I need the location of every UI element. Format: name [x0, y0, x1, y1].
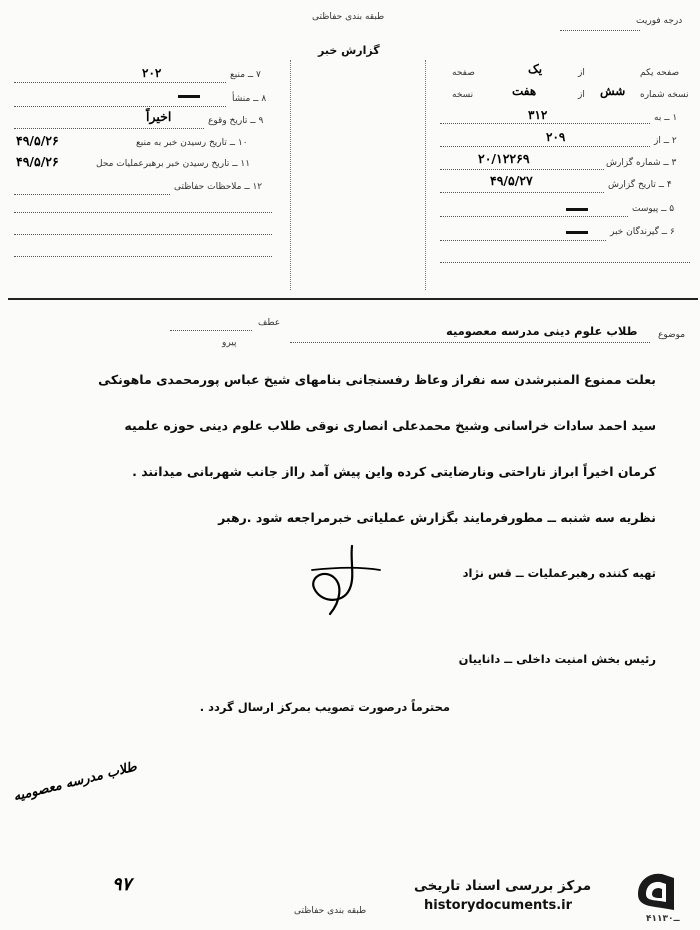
field-page-value: یک: [528, 62, 543, 76]
field-copy-total: هفت: [512, 84, 537, 98]
field-security-notes-label: ۱۲ ــ ملاحظات حفاظتی: [174, 182, 263, 192]
field-recipients-label: ۶ ــ گیرندگان خبر: [610, 227, 675, 237]
reference-atf-label: عطف: [258, 318, 281, 328]
field-report-date-value: ۴۹/۵/۲۷: [490, 173, 533, 188]
field-received-op-value: ۴۹/۵/۲۶: [16, 154, 59, 169]
section-divider: [8, 298, 698, 300]
closing-line: محترماً درصورت تصویب بمرکز ارسال گردد .: [199, 700, 450, 714]
field-line: [440, 169, 604, 170]
field-received-source-value: ۴۹/۵/۲۶: [16, 133, 59, 148]
field-occurrence-value: اخیراً: [146, 109, 172, 124]
field-to-value: ۳۱۲: [528, 108, 548, 122]
document-title: گزارش خبر: [318, 44, 380, 57]
priority-line: [560, 30, 640, 31]
form-code: ۴۱ــ۱۳۰: [646, 914, 680, 924]
field-report-number-label: ۳ ــ شماره گزارش: [606, 158, 677, 168]
field-recipients-dash: [566, 231, 588, 234]
field-received-source-label: ۱۰ ــ تاریخ رسیدن خبر به منبع: [136, 138, 248, 148]
field-attachment-dash: [566, 208, 588, 211]
field-line: [440, 262, 690, 263]
column-separator-right: [425, 60, 426, 290]
field-occurrence-label: ۹ ــ تاریخ وقوع: [208, 116, 264, 126]
field-line: [14, 194, 170, 195]
archive-logo-title: مرکز بررسی اسناد تاریخی: [414, 878, 592, 894]
field-line: [440, 240, 606, 241]
classification-bottom: طبقه بندی حفاظتی: [294, 906, 367, 916]
field-copy-value: شش: [600, 84, 626, 98]
column-separator-left: [290, 60, 291, 290]
signature-mark: [300, 540, 390, 620]
field-source-value: ۲۰۲: [142, 66, 162, 80]
field-page-label: صفحه یکم: [640, 68, 680, 78]
field-line: [440, 192, 604, 193]
body-line-3: کرمان اخیراً ابراز ناراحتی ونارضایتی کرده واین پیش آمد رااز جانب شهربانی میدانند .: [132, 464, 656, 479]
field-to-label: ۱ ــ به: [654, 113, 678, 123]
reference-atf-line: [170, 330, 252, 331]
field-line: [440, 216, 628, 217]
reference-peyro-label: پیرو: [222, 338, 237, 348]
priority-label: درجه فوریت: [636, 16, 683, 26]
field-line: [14, 82, 226, 83]
field-copy-label: نسخه شماره: [640, 90, 689, 100]
field-attachment-label: ۵ ــ پیوست: [632, 204, 675, 214]
field-report-date-label: ۴ ــ تاریخ گزارش: [608, 180, 672, 190]
chief-line: رئیس بخش امنیت داخلی ــ داناییان: [458, 652, 656, 666]
field-from-label: ۲ ــ از: [654, 136, 677, 146]
field-line: [14, 212, 272, 213]
subject-line: [290, 342, 650, 343]
field-report-number-value: ۲۰/۱۲۲۶۹: [478, 151, 530, 166]
field-line: [440, 146, 650, 147]
field-line: [14, 234, 272, 235]
field-received-op-label: ۱۱ ــ تاریخ رسیدن خبر برهبرعملیات محل: [96, 159, 251, 169]
field-origin-label: ۸ ــ منشأ: [232, 94, 267, 104]
archive-logo-url: historydocuments.ir: [424, 898, 573, 913]
field-copy-unit: نسخه: [452, 90, 474, 100]
body-line-2: سید احمد سادات خراسانی وشیخ محمدعلی انصاری نوقی طلاب علوم دینی حوزه علمیه: [124, 418, 656, 433]
field-page-of: از: [578, 68, 585, 78]
field-from-value: ۲۰۹: [546, 130, 566, 144]
archive-logo-icon: [632, 870, 680, 916]
subject-label: موضوع: [658, 330, 686, 340]
field-line: [440, 123, 650, 124]
field-origin-dash: [178, 95, 200, 98]
field-line: [14, 256, 272, 257]
page-number: ۹۷: [112, 874, 132, 895]
field-page-unit: صفحه: [452, 68, 475, 78]
body-line-4: نظریه سه شنبه ــ مطورفرمایند بگزارش عملیاتی خبرمراجعه شود .رهبر: [218, 510, 656, 525]
field-source-label: ۷ ــ منبع: [230, 70, 261, 80]
preparer-line: تهیه کننده رهبرعملیات ــ قس نژاد: [462, 566, 656, 580]
subject-value: طلاب علوم دینی مدرسه معصومیه: [446, 324, 638, 338]
field-copy-of: از: [578, 90, 585, 100]
margin-note: طلاب مدرسه معصومیه: [12, 759, 139, 805]
classification-top: طبقه بندی حفاظتی: [312, 12, 385, 22]
field-line: [14, 106, 226, 107]
body-line-1: بعلت ممنوع المنبرشدن سه نفراز وعاظ رفسنجانی بنامهای شیخ عباس پورمحمدی ماهونکی: [98, 372, 656, 387]
field-line: [14, 128, 204, 129]
